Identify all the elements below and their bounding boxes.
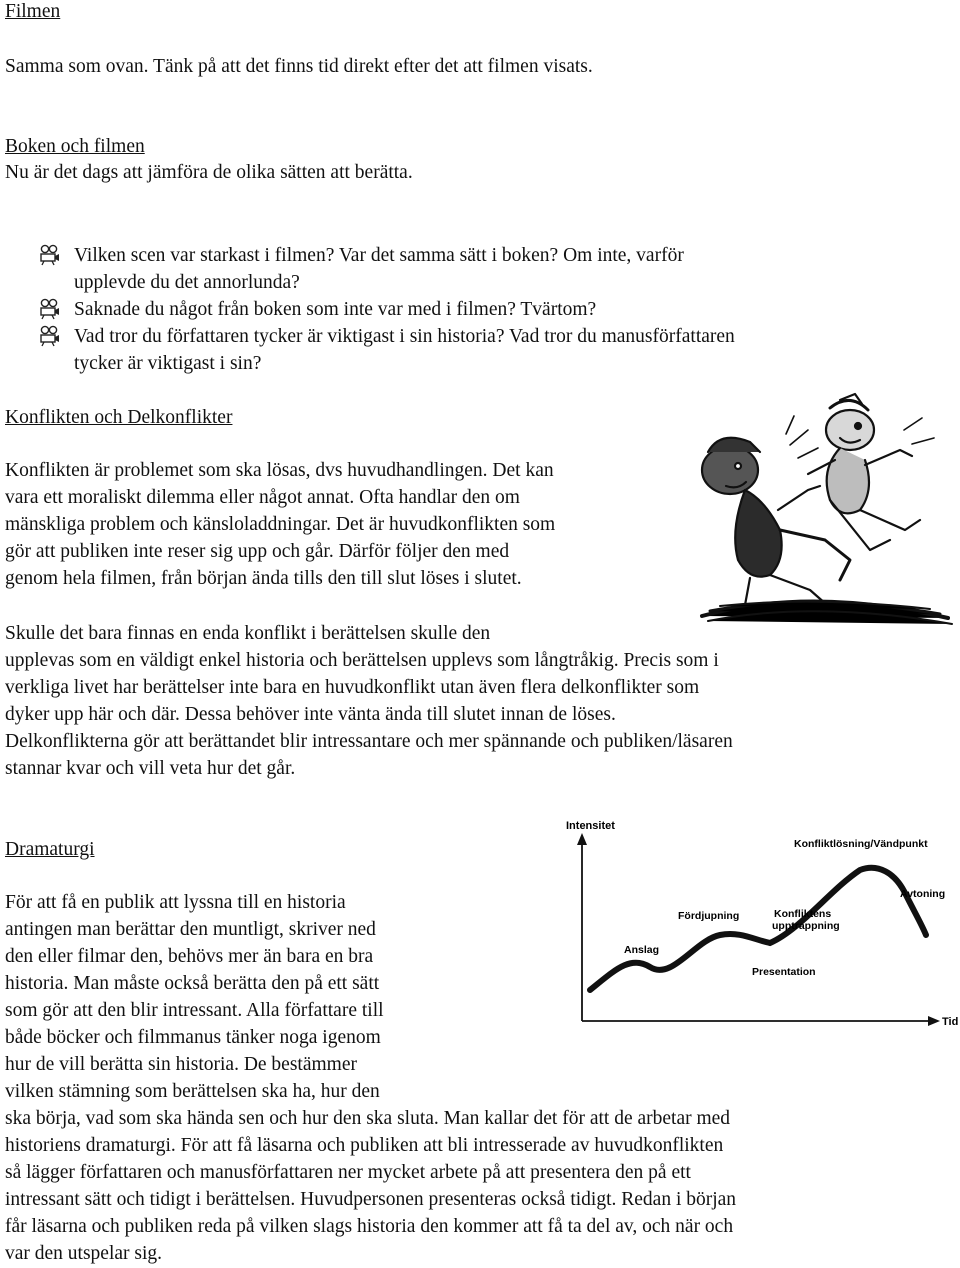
paragraph-line: vilken stämning som berättelsen ska ha, hur den [5, 1081, 380, 1102]
paragraph-line: ska börja, vad som ska hända sen och hur den ska sluta. Man kallar det för att de arbetar med [5, 1108, 731, 1129]
paragraph-line: så lägger författaren och manusförfattaren ner mycket arbete på att presentera den på ett [5, 1162, 691, 1183]
label-avtoning: Avtoning [900, 888, 946, 900]
boken-intro: Nu är det dags att jämföra de olika sätten att berätta. [5, 162, 413, 183]
paragraph-line: mänskliga problem och känsloladdningar. Det är huvudkonflikten som [5, 514, 556, 535]
paragraph-line: får läsarna och publiken reda på vilken slags historia den kommer att få ta del av, och när och [5, 1216, 734, 1237]
paragraph-line: Skulle det bara finnas en enda konflikt i berättelsen skulle den [5, 623, 491, 644]
film-camera-icon [38, 298, 60, 320]
label-presentation: Presentation [752, 966, 816, 978]
paragraph-line: upplevas som en väldigt enkel historia och berättelsen upplevs som långtråkig. Precis som i [5, 650, 719, 671]
dramaturgi-diagram [560, 815, 960, 1040]
paragraph-line: den eller filmar den, behövs mer än bara en bra [5, 946, 374, 967]
question-1-line-2: upplevde du det annorlunda? [74, 272, 300, 293]
paragraph-line: intressant sätt och tidigt i berättelsen. Huvudpersonen presenteras också tidigt. Redan i början [5, 1189, 737, 1210]
heading-dramaturgi: Dramaturgi [5, 839, 95, 860]
paragraph-line: genom hela filmen, från början ända tills den till slut löses i slutet. [5, 568, 522, 589]
heading-boken-och-filmen: Boken och filmen [5, 136, 145, 157]
paragraph-line: verkliga livet har berättelser inte bara en huvudkonflikt utan även flera delkonflikter som [5, 677, 700, 698]
paragraph-line: Delkonflikterna gör att berättandet blir intressantare och mer spännande och publiken/läsaren [5, 731, 733, 752]
y-axis-label: Intensitet [566, 820, 615, 832]
film-camera-icon [38, 325, 60, 347]
paragraph-line: hur de vill berätta sin historia. De bestämmer [5, 1054, 357, 1075]
heading-konflikten: Konflikten och Delkonflikter [5, 407, 233, 428]
paragraph-line: vara ett moraliskt dilemma eller något annat. Ofta handlar den om [5, 487, 520, 508]
paragraph-line: både böcker och filmmanus tänker noga igenom [5, 1027, 381, 1048]
paragraph-line: antingen man berättar den muntligt, skriver ned [5, 919, 376, 940]
paragraph-line: För att få en publik att lyssna till en historia [5, 892, 346, 913]
paragraph-line: historiens dramaturgi. För att få läsarna och publiken att bli intresserade av huvudkonflikten [5, 1135, 724, 1156]
label-fordjupning: Fördjupning [678, 910, 740, 922]
paragraph-line: historia. Man måste också berätta den på ett sätt [5, 973, 380, 994]
x-axis-label: Tid [942, 1016, 959, 1028]
label-klimax: Konfliktlösning/Vändpunkt [794, 838, 928, 850]
question-3-line-1: Vad tror du författaren tycker är viktigast i sin historia? Vad tror du manusförfattaren [74, 326, 735, 347]
question-3-line-2: tycker är viktigast i sin? [74, 353, 262, 374]
filmen-text: Samma som ovan. Tänk på att det finns tid direkt efter det att filmen visats. [5, 56, 593, 77]
label-konfliktens-2: upptrappning [772, 920, 840, 932]
paragraph-line: dyker upp här och där. Dessa behöver inte vänta ända till slutet innan de löses. [5, 704, 616, 725]
paragraph-line: som gör att den blir intressant. Alla författare till [5, 1000, 384, 1021]
paragraph-line: stannar kvar och vill veta hur det går. [5, 758, 296, 779]
x-axis-arrow [928, 1016, 940, 1026]
paragraph-line: var den utspelar sig. [5, 1243, 163, 1264]
label-anslag: Anslag [624, 944, 660, 956]
label-konfliktens-1: Konfliktens [774, 908, 832, 920]
question-2-line-1: Saknade du något från boken som inte var med i filmen? Tvärtom? [74, 299, 597, 320]
heading-filmen: Filmen [5, 1, 61, 22]
y-axis-arrow [577, 833, 587, 845]
question-1-line-1: Vilken scen var starkast i filmen? Var det samma sätt i boken? Om inte, varför [74, 245, 684, 266]
paragraph-line: Konflikten är problemet som ska lösas, dvs huvudhandlingen. Det kan [5, 460, 554, 481]
paragraph-line: gör att publiken inte reser sig upp och går. Därför följer den med [5, 541, 510, 562]
cartoon-fight-illustration [690, 390, 955, 630]
film-camera-icon [38, 244, 60, 266]
